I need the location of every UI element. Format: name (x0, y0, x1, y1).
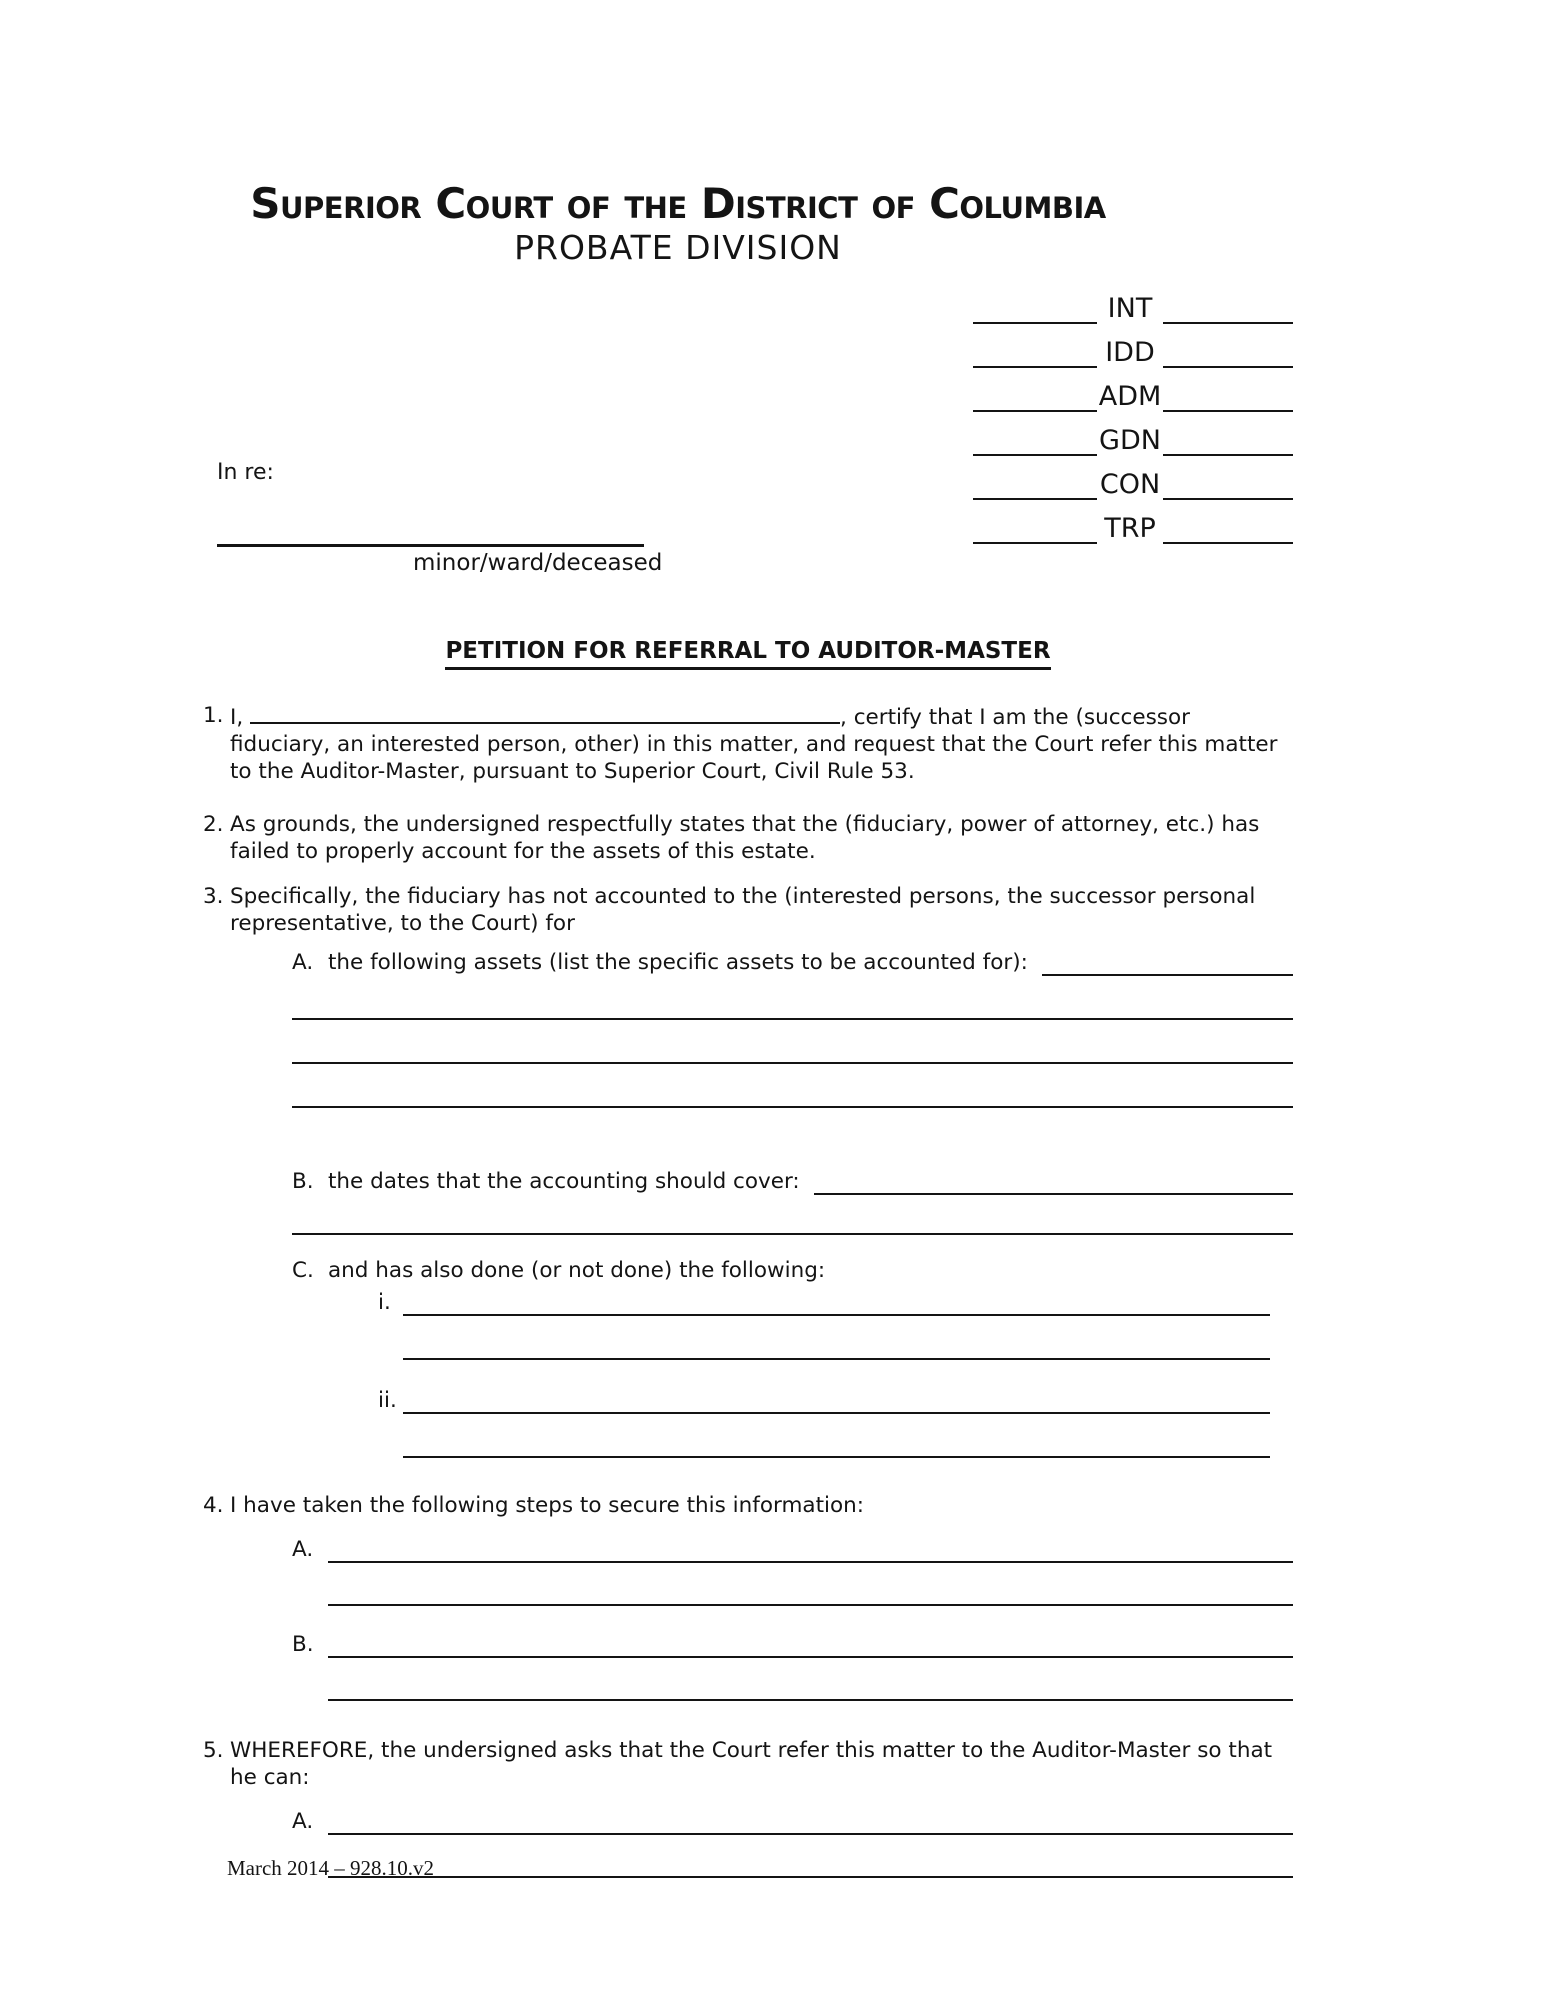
item-2-number: 2. (203, 812, 224, 837)
assets-line-start-field[interactable] (1042, 974, 1293, 976)
adm-label: ADM (1098, 381, 1162, 412)
step-b-line-2-field[interactable] (328, 1658, 1293, 1701)
court-header (0, 179, 1356, 267)
item-1-text: I, , certify that I am the (successor fiduciary, an interested person, other) in this matter, and request that the Court refer this matter to the Auditor-Master, pursuant to Superior Court, Civil Rule 53. (230, 702, 1293, 785)
assets-line-3-field[interactable] (292, 1064, 1293, 1108)
item-3 (203, 883, 1293, 1458)
trp-left-field[interactable] (973, 542, 1097, 544)
estate-name-block (217, 498, 663, 577)
case-code-block (973, 280, 1293, 544)
estate-name-field[interactable] (217, 498, 644, 547)
assets-line-2-field[interactable] (292, 1020, 1293, 1064)
idd-left-field[interactable] (973, 366, 1097, 368)
assets-line-1-field[interactable] (292, 976, 1293, 1020)
item-3-text: Specifically, the fiduciary has not accounted to the (interested persons, the successor personal representative, to the Court) for A. the following assets (list the specific assets to be accounted for): B. the dates that the accounting should cover: C. and has also done (or not done) the following: i. ii. (230, 883, 1293, 1458)
court-name: Superior Court of the District of Columbia (250, 179, 1106, 228)
item-4a-row (292, 1527, 1293, 1563)
item-5-number: 5. (203, 1738, 224, 1763)
item-3c-i-row (378, 1284, 1270, 1316)
dates-line-2-field[interactable] (292, 1195, 1293, 1235)
case-code-row-con (973, 456, 1293, 500)
item-5a-label: A. (292, 1809, 314, 1834)
item-3a-label: A. (292, 950, 314, 975)
item-4 (203, 1492, 1293, 1701)
petition-title: PETITION FOR REFERRAL TO AUDITOR-MASTER (203, 638, 1293, 670)
case-code-row-trp (973, 500, 1293, 544)
action-ii-line-2-field[interactable] (403, 1414, 1270, 1458)
action-i-line-2-field[interactable] (403, 1316, 1270, 1360)
trp-right-field[interactable] (1163, 542, 1293, 544)
action-ii-line-1-field[interactable] (403, 1412, 1270, 1414)
item-2-text: As grounds, the undersigned respectfully states that the (fiduciary, power of attorney, etc.) has failed to properly account for the assets of this estate. (230, 812, 1260, 864)
case-code-row-int (973, 280, 1293, 324)
trp-label: TRP (1104, 513, 1156, 544)
adm-left-field[interactable] (973, 410, 1097, 412)
case-code-row-idd (973, 324, 1293, 368)
int-right-field[interactable] (1163, 322, 1293, 324)
adm-right-field[interactable] (1163, 410, 1293, 412)
item-3c-label: C. (292, 1258, 314, 1283)
int-label: INT (1107, 293, 1153, 324)
gdn-left-field[interactable] (973, 454, 1097, 456)
idd-label: IDD (1105, 337, 1155, 368)
relief-a-line-1-field[interactable] (328, 1833, 1293, 1835)
estate-name-caption: minor/ward/deceased (413, 550, 663, 576)
item-2 (203, 811, 1293, 865)
int-left-field[interactable] (973, 322, 1097, 324)
in-re-label: In re: (217, 460, 274, 485)
item-3c-i-label: i. (378, 1290, 391, 1315)
item-1-number: 1. (203, 703, 224, 728)
dates-line-start-field[interactable] (814, 1193, 1293, 1195)
item-3b-row: B. the dates that the accounting should cover: (292, 1130, 1293, 1195)
idd-right-field[interactable] (1163, 366, 1293, 368)
item-4-number: 4. (203, 1493, 224, 1518)
item-3c-row: C. and has also done (or not done) the following: (292, 1258, 826, 1283)
action-i-line-1-field[interactable] (403, 1314, 1270, 1316)
item-4b-row (292, 1622, 1293, 1658)
petitioner-name-field[interactable] (250, 702, 840, 724)
item-4-text: I have taken the following steps to secure this information: A. B. (230, 1492, 1293, 1701)
item-4b-label: B. (292, 1632, 314, 1657)
item-1 (203, 702, 1293, 785)
division-name: PROBATE DIVISION (514, 228, 842, 267)
con-left-field[interactable] (973, 498, 1097, 500)
item-4a-label: A. (292, 1537, 314, 1562)
form-version-footer: March 2014 – 928.10.v2 (227, 1856, 435, 1880)
item-3a-row: A. the following assets (list the specific assets to be accounted for): (292, 949, 1293, 976)
item-3c-ii-label: ii. (378, 1388, 397, 1413)
step-a-line-2-field[interactable] (328, 1563, 1293, 1606)
step-a-line-1-field[interactable] (328, 1561, 1293, 1563)
gdn-label: GDN (1099, 425, 1161, 456)
con-right-field[interactable] (1163, 498, 1293, 500)
gdn-right-field[interactable] (1163, 454, 1293, 456)
item-5-text: WHEREFORE, the undersigned asks that the Court refer this matter to the Auditor-Master so that he can: A. (230, 1737, 1293, 1878)
item-3c-ii-row (378, 1374, 1270, 1414)
relief-a-line-2-field[interactable] (328, 1835, 1293, 1878)
step-b-line-1-field[interactable] (328, 1656, 1293, 1658)
con-label: CON (1099, 469, 1161, 500)
form-body (203, 632, 1293, 1878)
item-3b-label: B. (292, 1169, 314, 1194)
case-code-row-adm (973, 368, 1293, 412)
case-code-row-gdn (973, 412, 1293, 456)
item-5a-row (292, 1799, 1293, 1835)
item-3-number: 3. (203, 884, 224, 909)
